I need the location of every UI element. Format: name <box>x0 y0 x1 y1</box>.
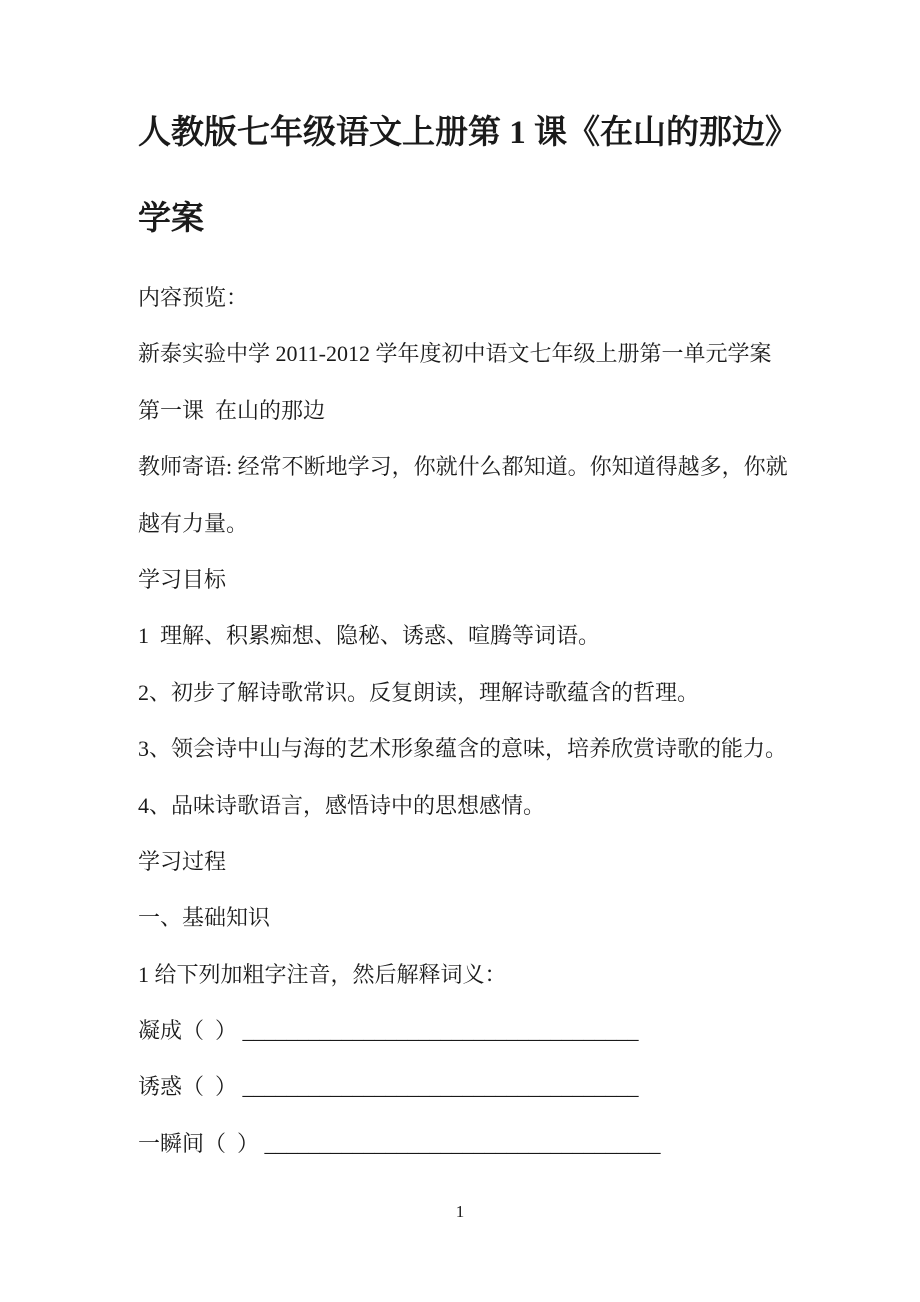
text-line: 3、领会诗中山与海的艺术形象蕴含的意味，培养欣赏诗歌的能力。 <box>138 736 788 762</box>
document-title <box>138 90 810 262</box>
text-line: 新泰实验中学 2011-2012 学年度初中语文七年级上册第一单元学案 <box>138 341 772 367</box>
text-line: 越有力量。 <box>138 510 249 536</box>
text-line: 凝成（ ） ____________________________________ <box>138 1018 639 1044</box>
text-line: 诱惑（ ） ____________________________________ <box>138 1074 639 1100</box>
text-line: 教师寄语: 经常不断地学习，你就什么都知道。你知道得越多，你就 <box>138 454 788 480</box>
text-line: 4、品味诗歌语言，感悟诗中的思想感情。 <box>138 792 546 818</box>
text-line: 1 给下列加粗字注音，然后解释词义： <box>138 961 507 987</box>
text-line: 学习过程 <box>138 848 227 874</box>
text-line: 内容预览： <box>138 285 249 310</box>
title-line: 学案 <box>138 201 204 237</box>
text-line: 学习目标 <box>138 566 227 592</box>
text-line: 2、初步了解诗歌常识。反复朗读，理解诗歌蕴含的哲理。 <box>138 679 700 705</box>
text-line: 一瞬间（ ） ____________________________________ <box>138 1130 661 1156</box>
text-line: 1 理解、积累痴想、隐秘、诱惑、喧腾等词语。 <box>138 623 601 649</box>
title-line: 人教版七年级语文上册第 1 课《在山的那边》 <box>138 115 798 151</box>
text-line: 第一课 在山的那边 <box>138 397 326 423</box>
page-number: 1 <box>455 1202 465 1221</box>
text-line: 一、基础知识 <box>138 905 271 931</box>
document-body <box>138 270 810 1172</box>
document-content <box>138 90 810 1172</box>
